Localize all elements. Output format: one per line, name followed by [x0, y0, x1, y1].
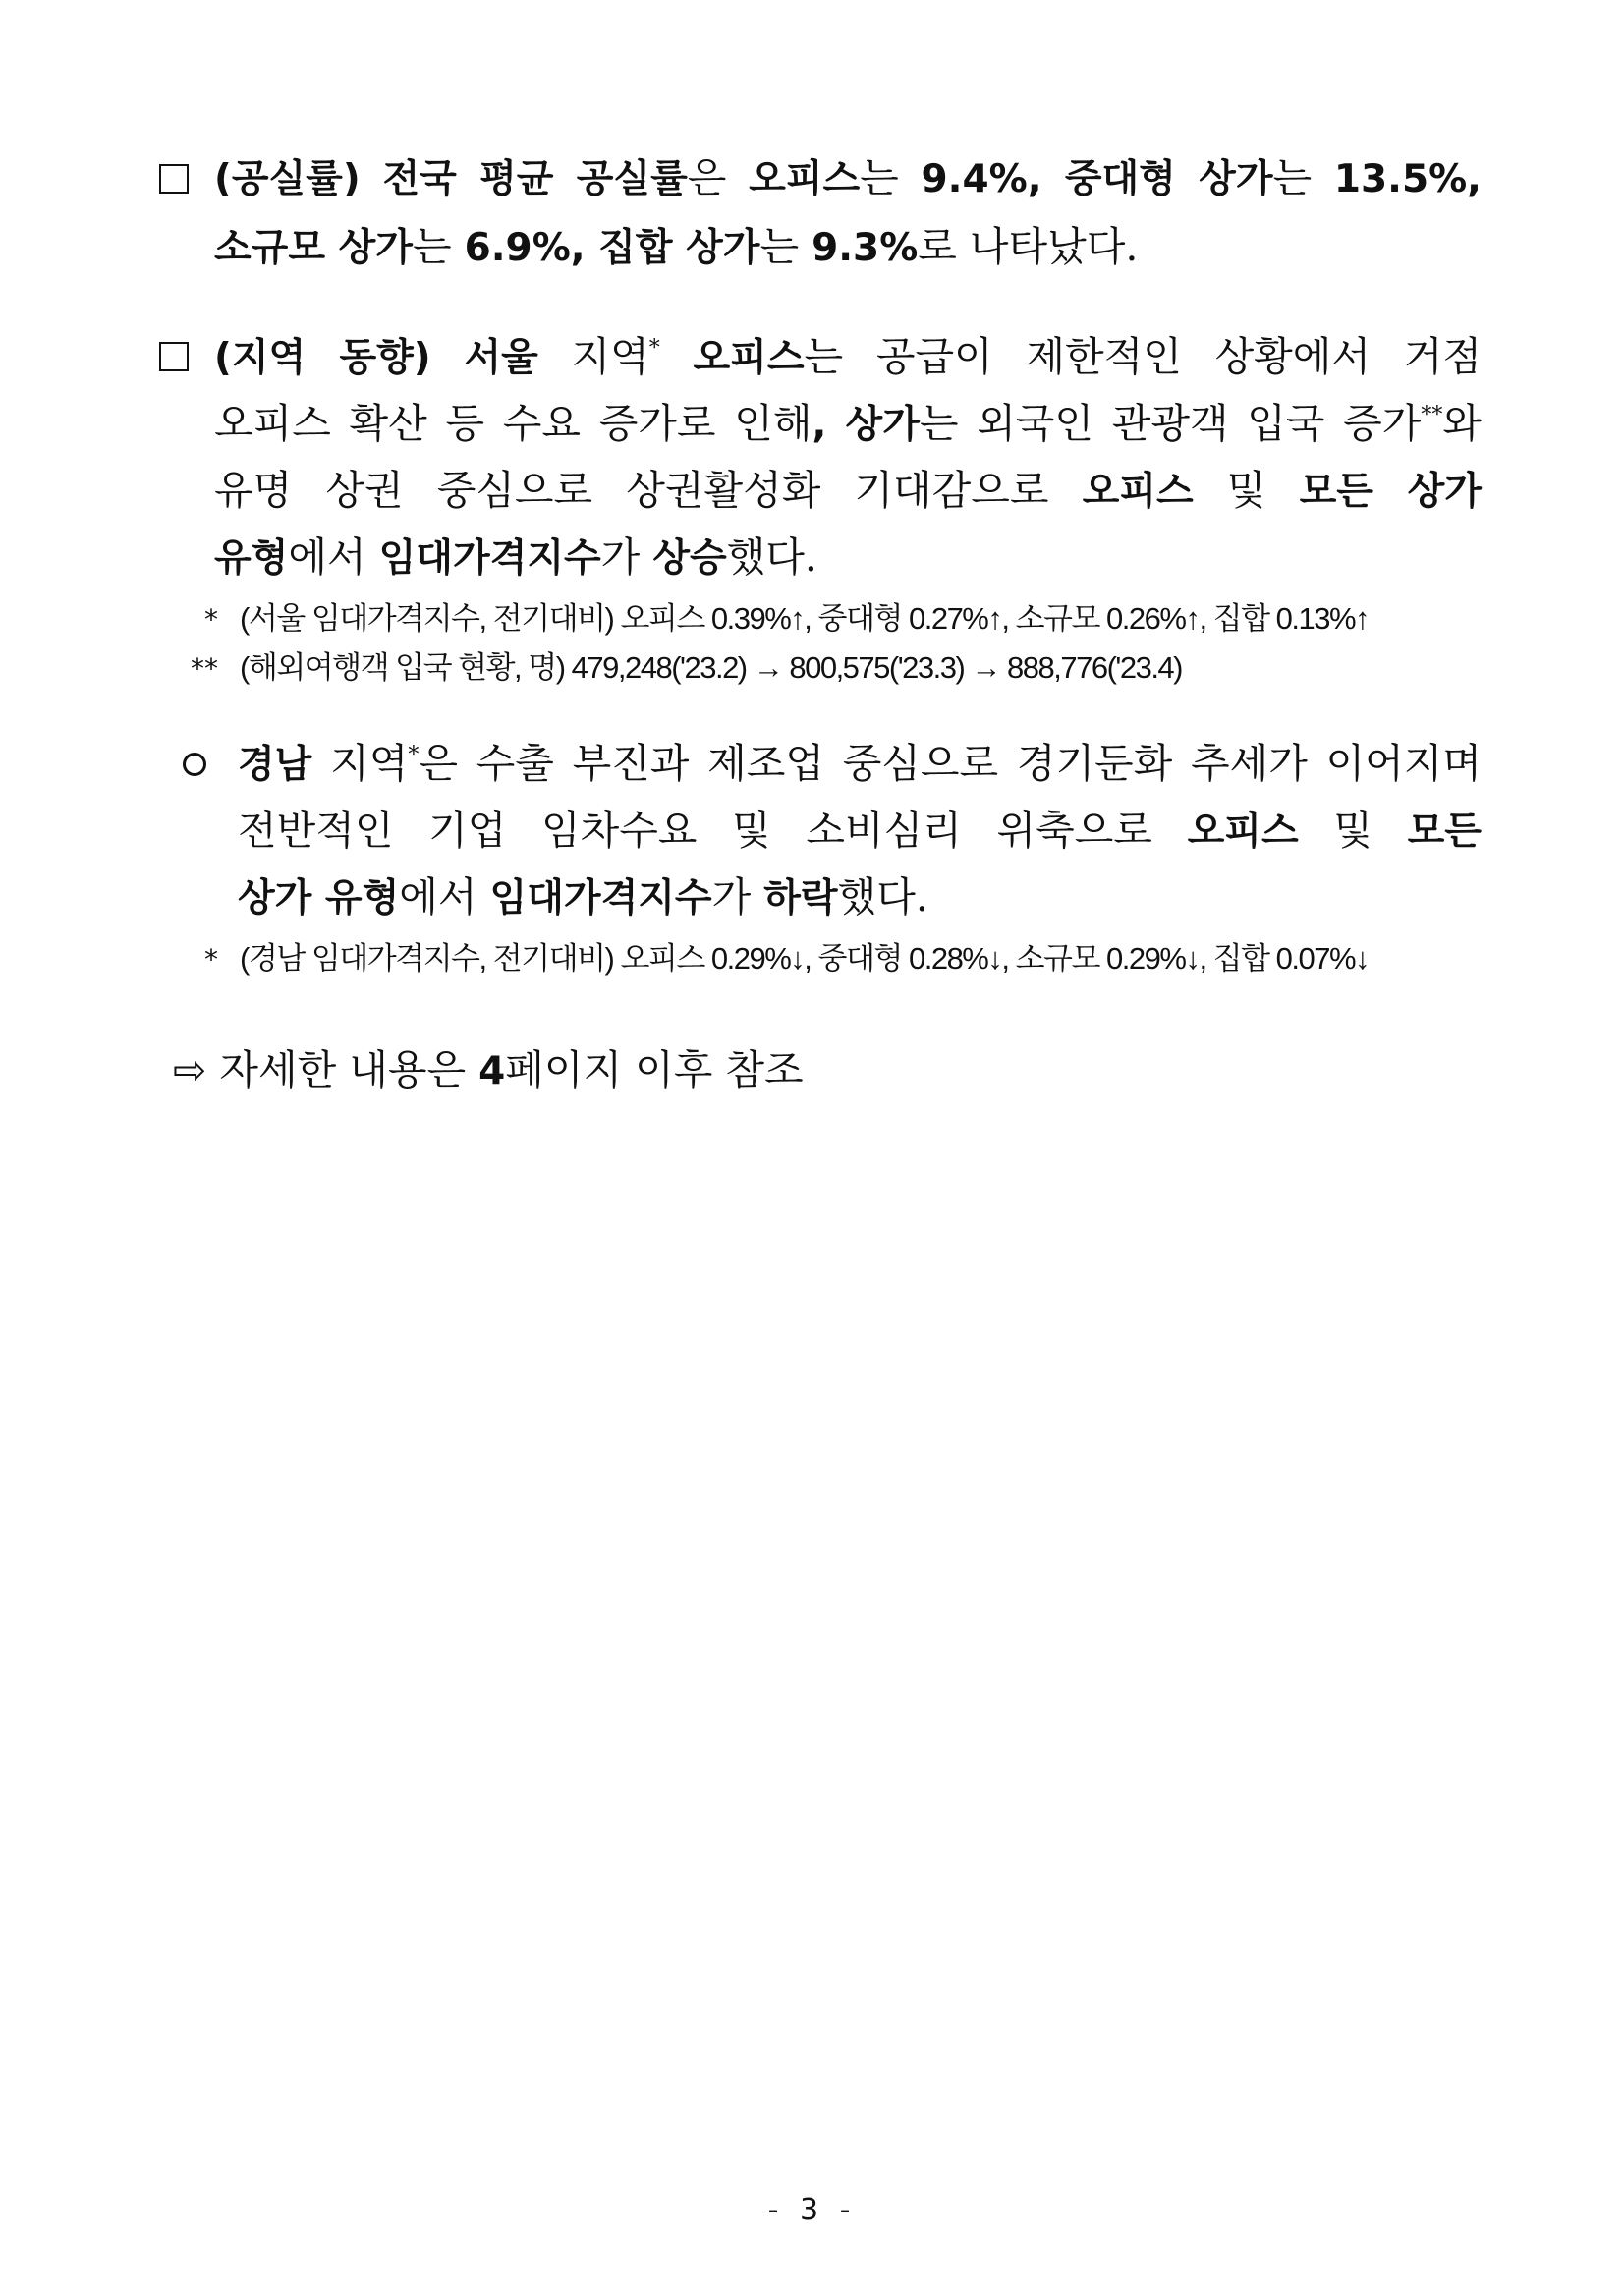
checkbox-bullet — [159, 342, 189, 371]
circle-bullet — [183, 753, 206, 776]
vacancy-line-1: (공실률) 전국 평균 공실률은 오피스는 9.4%, 중대형 상가는 13.5%, — [214, 154, 1482, 201]
regional-line-2: 오피스 확산 등 수요 증가로 인해, 상가는 외국인 관광객 입국 증가**와 — [214, 400, 1482, 447]
seoul-index-note: (서울 임대가격지수, 전기대비) 오피스 0.39%↑, 중대형 0.27%↑, 소규모 0.26%↑, 집합 0.13%↑ — [240, 601, 1370, 636]
tourist-entry-note: (해외여행객 입국 현황, 명) 479,248('23.2) → 800,575('23.3) → 888,776('23.4) — [240, 650, 1182, 685]
vacancy-line-2: 소규모 상가는 6.9%, 집합 상가는 9.3%로 나타났다. — [214, 223, 1139, 270]
vacancy-rate-paragraph — [214, 145, 1482, 281]
footnote-mark: * — [204, 603, 218, 636]
gyeongnam-paragraph — [238, 731, 1482, 931]
checkbox-bullet — [159, 164, 189, 194]
gyeongnam-index-note: (경남 임대가격지수, 전기대비) 오피스 0.29%↓, 중대형 0.28%↓, 소규모 0.29%↓, 집합 0.07%↓ — [240, 941, 1370, 976]
page-number: - 3 - — [767, 2193, 857, 2227]
regional-line-3: 유명 상권 중심으로 상권활성화 기대감으로 오피스 및 모든 상가 — [214, 467, 1482, 514]
regional-trend-paragraph — [214, 324, 1482, 591]
gyeongnam-line-1: 경남 지역*은 수출 부진과 제조업 중심으로 경기둔화 추세가 이어지며 — [238, 740, 1482, 787]
regional-line-1: (지역 동향) 서울 지역* 오피스는 공급이 제한적인 상황에서 거점 — [214, 333, 1482, 380]
regional-line-4: 유형에서 임대가격지수가 상승했다. — [214, 533, 817, 581]
reference-line: ⇨ 자세한 내용은 4페이지 이후 참조 — [173, 1046, 804, 1093]
right-arrow-icon: ⇨ — [173, 1046, 207, 1093]
footnote-mark: ** — [191, 652, 218, 685]
gyeongnam-line-2: 전반적인 기업 임차수요 및 소비심리 위축으로 오피스 및 모든 — [238, 807, 1482, 854]
gyeongnam-line-3: 상가 유형에서 임대가격지수가 하락했다. — [238, 873, 928, 921]
footnote-mark: * — [204, 943, 218, 976]
